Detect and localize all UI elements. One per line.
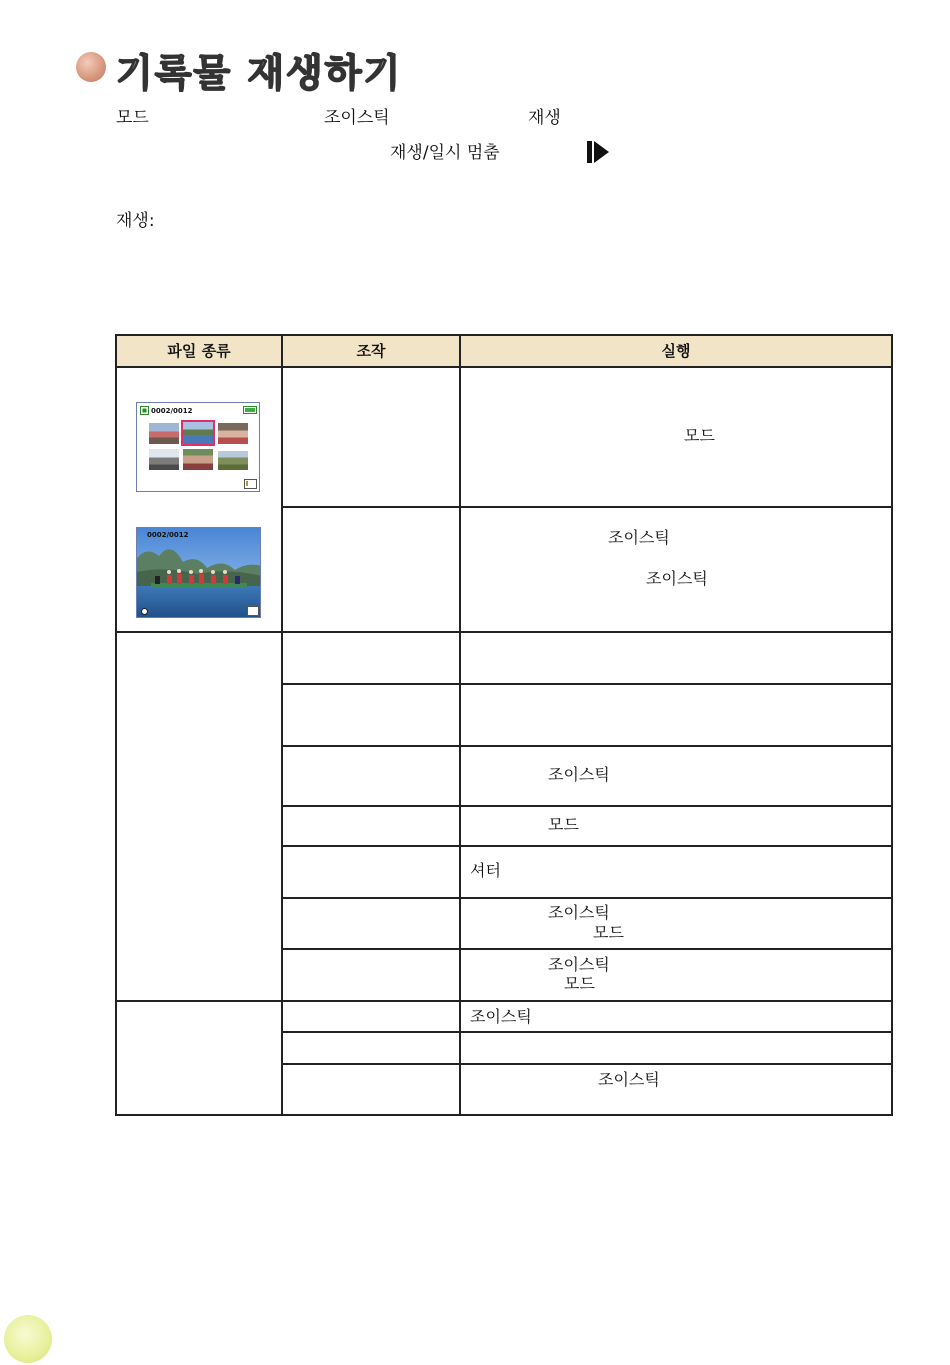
- play-label: 재생:: [116, 211, 155, 231]
- table-cell-mode: 모드: [593, 923, 624, 942]
- table-cell-joystick: 조이스틱: [608, 528, 670, 547]
- page-title: 기록물 재생하기: [116, 51, 403, 95]
- row-divider: [281, 745, 893, 747]
- file-counter: 0002/0012: [147, 531, 189, 539]
- table-cell-mode: 모드: [564, 974, 595, 993]
- play-pause-icon: [586, 140, 610, 164]
- file-counter: 0002/0012: [151, 407, 193, 415]
- intro-joystick-text: 조이스틱: [324, 108, 390, 128]
- photo-image: [137, 528, 261, 618]
- row-divider: [281, 805, 893, 807]
- row-divider: [281, 1031, 893, 1033]
- row-divider: [281, 1063, 893, 1065]
- intro-play-pause-text: 재생/일시 멈춤: [390, 143, 500, 163]
- page-corner-dot-icon: [4, 1315, 52, 1363]
- table-cell-joystick: 조이스틱: [598, 1070, 660, 1089]
- table-cell-joystick: 조이스틱: [548, 955, 610, 974]
- row-divider: [281, 948, 893, 950]
- column-divider: [459, 336, 461, 1114]
- header-operation: 조작: [356, 342, 386, 360]
- thumbnail-view-screen: [136, 402, 260, 492]
- memory-card-icon: [247, 606, 260, 616]
- thumbnail-image: [218, 451, 248, 470]
- row-divider: [281, 845, 893, 847]
- table-header: [117, 336, 891, 368]
- thumbnail-image: [149, 449, 179, 470]
- row-divider: [117, 1000, 893, 1002]
- title-bullet-icon: [76, 52, 106, 82]
- battery-icon: [243, 406, 258, 414]
- thumbnail-image: [218, 423, 248, 444]
- table-cell-joystick: 조이스틱: [548, 765, 610, 784]
- sun-icon: [140, 607, 149, 616]
- intro-play-text: 재생: [528, 108, 561, 128]
- thumbnail-image: [183, 449, 213, 470]
- row-divider: [117, 631, 893, 633]
- thumbnail-image: [149, 423, 179, 444]
- header-file-type: 파일 종류: [167, 342, 231, 360]
- table-cell-joystick: 조이스틱: [548, 903, 610, 922]
- playback-mode-icon: [140, 406, 149, 415]
- row-divider: [281, 506, 893, 508]
- memory-card-icon: [244, 479, 258, 489]
- single-photo-screen: [136, 527, 261, 618]
- thumbnail-image-selected: [183, 422, 213, 444]
- header-execution: 실행: [661, 342, 691, 360]
- row-divider: [281, 683, 893, 685]
- table-cell-shutter: 셔터: [470, 861, 501, 880]
- table-cell-joystick: 조이스틱: [646, 569, 708, 588]
- table-cell-mode: 모드: [548, 815, 579, 834]
- intro-mode-text: 모드: [116, 108, 149, 128]
- table-cell-mode: 모드: [684, 426, 715, 445]
- row-divider: [281, 897, 893, 899]
- column-divider: [281, 336, 283, 1114]
- table-cell-joystick: 조이스틱: [470, 1007, 532, 1026]
